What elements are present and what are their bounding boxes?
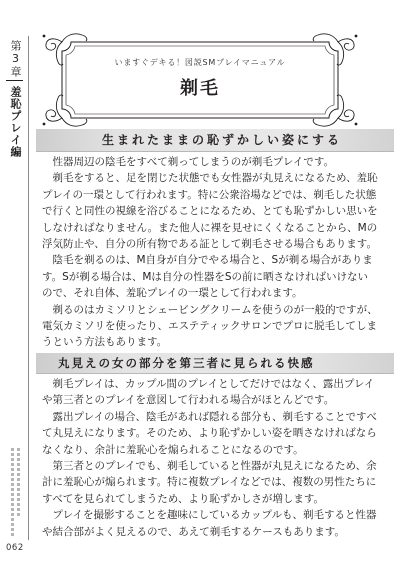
paragraph: 剃毛プレイは、カップル間のプレイとしてだけではなく、露出プレイや第三者とのプレイを意図して行われる場合がほとんどです。	[42, 378, 375, 407]
paragraph: 剃毛をすると、足を閉じた状態でも女性器が丸見えになるため、羞恥プレイの一環として行われます。特に公衆浴場などでは、剃毛した状態で行くと同性の視線を浴びることになるため、とても恥ずかしい思いをしなければなりません。また他人に裸を見せにくくなることから、Mの浮気防止や、自分の所有物である証として剃毛させる場合もあります。	[42, 172, 378, 251]
section-heading-band	[36, 129, 394, 152]
section-heading-band	[36, 353, 394, 374]
chapter-name: 羞恥プレイ編	[9, 86, 22, 158]
paragraph: 露出プレイの場合、陰毛があれば隠れる部分も、剃毛することですべて丸見えになります。そのため、より恥ずかしい姿を晒さなければならなくなり、余計に羞恥心を煽られることになるのです。	[42, 410, 377, 456]
spine-note	[8, 448, 24, 536]
paragraph: 第三者とのプレイでも、剃毛していると性器が丸見えになるため、余計に羞恥心が煽られます。特に複数プレイなどでは、複数の男性たちにすべてを見られてしまうため、より恥ずかしさが増します。	[42, 460, 377, 505]
spine-note-line	[17, 448, 20, 518]
paragraph: 性器周辺の陰毛をすべて剃ってしまうのが剃毛プレイです。	[52, 156, 335, 168]
book-title: いますぐデキる！図説SMプレイマニュアル	[114, 58, 286, 67]
page-number: 062	[6, 543, 24, 553]
section-body	[42, 154, 378, 351]
paragraph: プレイを撮影することを趣味にしているカップルも、剃毛すると性器や結合部がよく見えるので、あえて剃毛するケースもあります。	[42, 509, 377, 538]
page-title: 剃毛	[180, 78, 220, 99]
section-heading: 生まれたままの恥ずかしい姿にする	[101, 133, 342, 147]
paragraph: 剃るのはカミソリとシェービングクリームを使うのが一般的ですが、電気カミソリを使ったり、エステティックサロンでプロに脱毛してしまうという方法もあります。	[42, 303, 378, 349]
section-heading: 丸見えの女の部分を第三者に見られる快感	[58, 356, 315, 370]
paragraph: 陰毛を剃るのは、M自身が自分でやる場合と、Sが剃る場合があります。Sが剃る場合は、Mは自分の性器をSの前に晒さなければいけないので、それ自体、羞恥プレイの一環として行われます。	[42, 254, 373, 300]
spine-note-line	[11, 448, 14, 536]
section-body	[42, 376, 378, 540]
chapter-label: 第3章	[9, 40, 22, 78]
